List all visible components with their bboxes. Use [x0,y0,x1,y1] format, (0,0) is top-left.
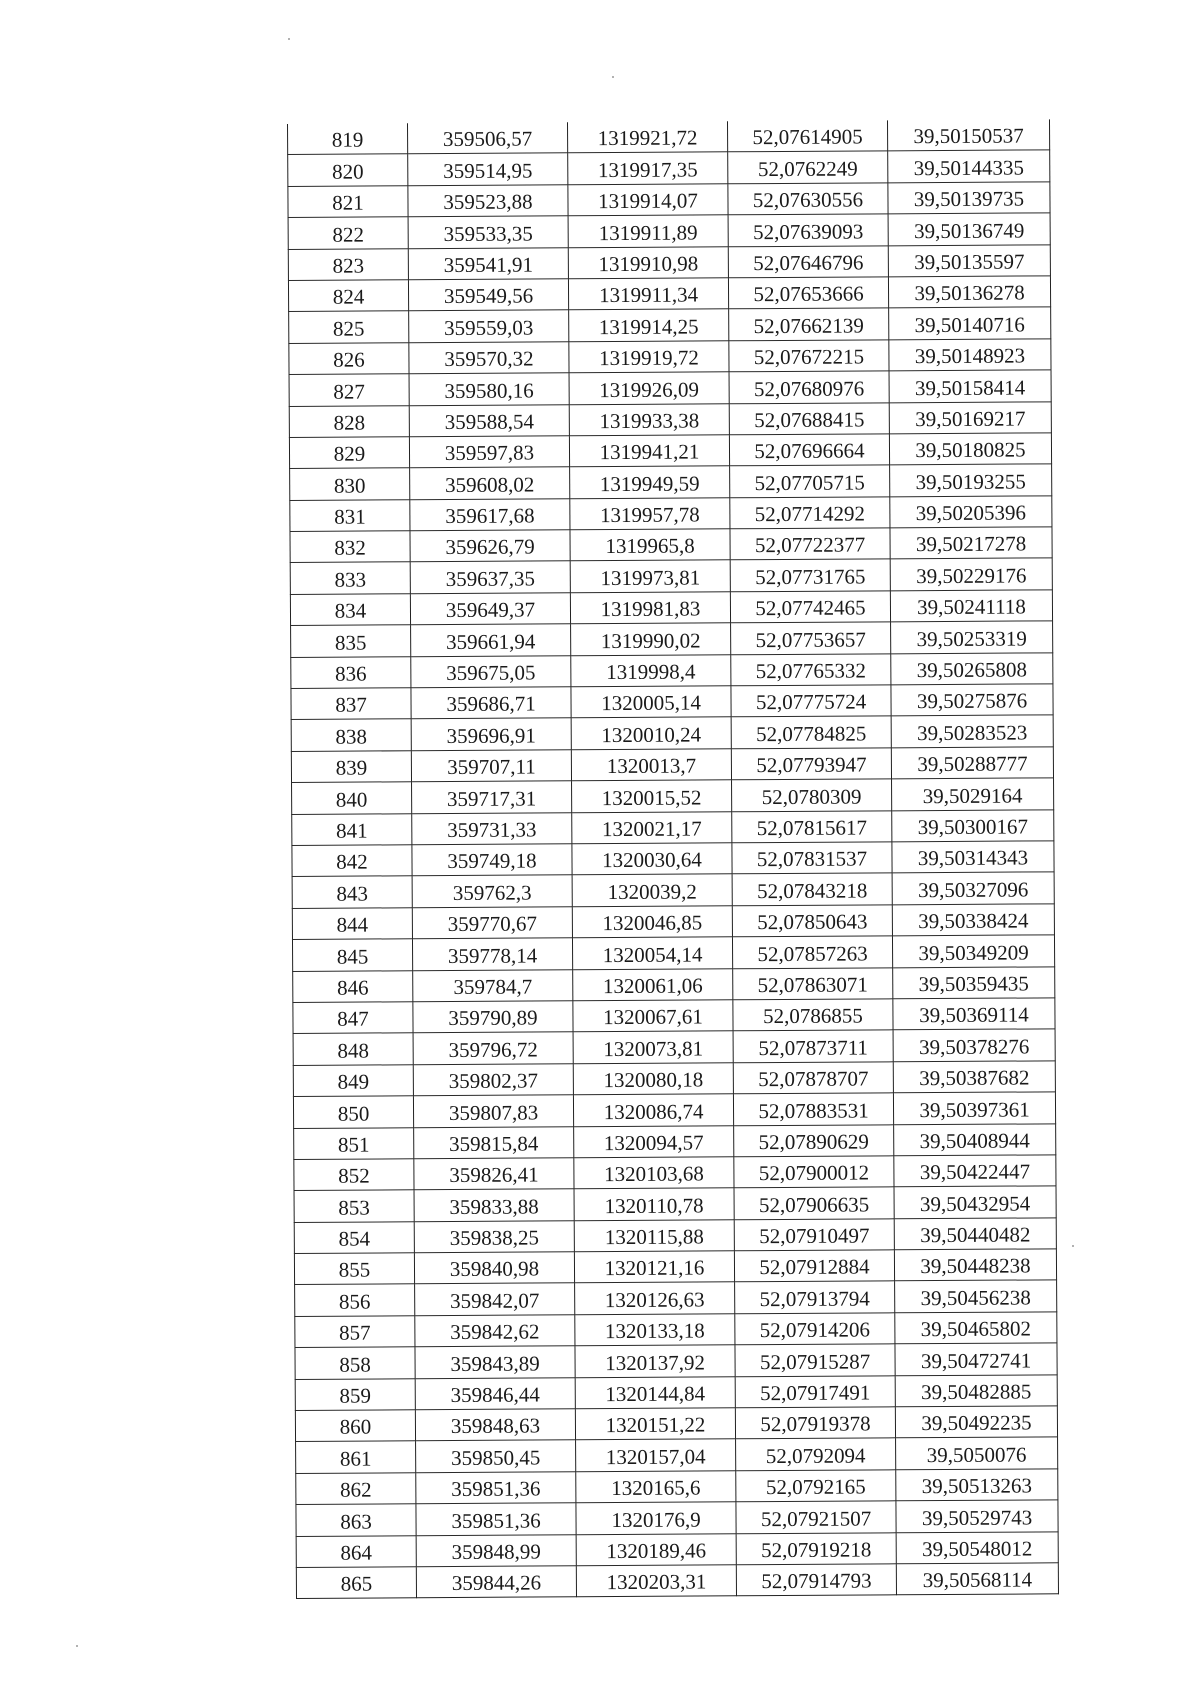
latitude-cell: 52,07831537 [732,842,892,874]
y-coordinate-cell: 1319911,34 [568,278,728,310]
x-coordinate-cell: 359523,88 [408,185,568,217]
latitude-cell: 52,07906635 [734,1187,894,1219]
x-coordinate-cell: 359843,89 [415,1346,575,1378]
point-number-cell: 848 [293,1033,413,1065]
latitude-cell: 52,07912884 [734,1250,894,1282]
table-row [289,307,1051,343]
y-coordinate-cell: 1320165,6 [576,1471,736,1503]
x-coordinate-cell: 359626,79 [410,530,570,562]
table-row [288,119,1050,155]
longitude-cell: 39,50338424 [892,904,1054,936]
longitude-cell: 39,50288777 [891,747,1053,779]
x-coordinate-cell: 359851,36 [416,1503,576,1535]
point-number-cell: 841 [292,813,412,845]
longitude-cell: 39,50422447 [894,1155,1056,1187]
x-coordinate-cell: 359770,67 [412,907,572,939]
point-number-cell: 846 [293,970,413,1002]
point-number-cell: 863 [296,1504,416,1536]
latitude-cell: 52,07921507 [736,1501,896,1533]
longitude-cell: 39,50241118 [890,590,1052,622]
latitude-cell: 52,07662139 [729,308,889,340]
longitude-cell: 39,50568114 [896,1563,1058,1595]
longitude-cell: 39,50265808 [891,652,1053,684]
y-coordinate-cell: 1319973,81 [570,560,730,592]
point-number-cell: 858 [295,1347,415,1379]
latitude-cell: 52,07850643 [732,905,892,937]
longitude-cell: 39,50448238 [894,1249,1056,1281]
longitude-cell: 39,50253319 [891,621,1053,653]
point-number-cell: 845 [292,939,412,971]
scan-speck [612,76,614,78]
point-number-cell: 830 [290,468,410,500]
latitude-cell: 52,0786855 [733,999,893,1031]
latitude-cell: 52,0792094 [736,1438,896,1470]
table-row [292,841,1054,877]
point-number-cell: 832 [290,531,410,563]
point-number-cell: 822 [288,217,408,249]
point-number-cell: 862 [296,1473,416,1505]
longitude-cell: 39,50205396 [890,496,1052,528]
y-coordinate-cell: 1319921,72 [567,121,727,153]
x-coordinate-cell: 359844,26 [416,1566,576,1598]
longitude-cell: 39,50548012 [896,1531,1058,1563]
table-row [292,904,1054,940]
point-number-cell: 836 [291,656,411,688]
y-coordinate-cell: 1320015,52 [572,780,732,812]
y-coordinate-cell: 1319949,59 [570,466,730,498]
table-row [296,1531,1058,1567]
table-row [288,213,1050,249]
table-row [292,935,1054,971]
latitude-cell: 52,07742465 [730,591,890,623]
x-coordinate-cell: 359707,11 [411,750,571,782]
x-coordinate-cell: 359597,83 [409,436,569,468]
longitude-cell: 39,50140716 [889,307,1051,339]
latitude-cell: 52,07765332 [731,653,891,685]
table-row [293,1061,1055,1097]
latitude-cell: 52,07653666 [728,277,888,309]
longitude-cell: 39,50432954 [894,1186,1056,1218]
scan-speck [76,1645,78,1647]
latitude-cell: 52,07705715 [730,465,890,497]
x-coordinate-cell: 359541,91 [408,247,568,279]
table-row [293,1092,1055,1128]
y-coordinate-cell: 1320189,46 [576,1533,736,1565]
x-coordinate-cell: 359833,88 [414,1189,574,1221]
x-coordinate-cell: 359617,68 [410,498,570,530]
y-coordinate-cell: 1320094,57 [574,1125,734,1157]
point-number-cell: 852 [294,1159,414,1191]
table-row [294,1186,1056,1222]
longitude-cell: 39,50349209 [892,935,1054,967]
point-number-cell: 838 [291,719,411,751]
longitude-cell: 39,50369114 [893,998,1055,1030]
longitude-cell: 39,50397361 [893,1092,1055,1124]
table-row [290,558,1052,594]
latitude-cell: 52,07913794 [735,1281,895,1313]
x-coordinate-cell: 359784,7 [413,969,573,1001]
longitude-cell: 39,50275876 [891,684,1053,716]
x-coordinate-cell: 359533,35 [408,216,568,248]
scan-speck [288,38,290,40]
y-coordinate-cell: 1320110,78 [574,1188,734,1220]
table-row [291,747,1053,783]
y-coordinate-cell: 1319941,21 [569,435,729,467]
point-number-cell: 825 [289,311,409,343]
x-coordinate-cell: 359675,05 [411,655,571,687]
point-number-cell: 849 [293,1064,413,1096]
y-coordinate-cell: 1319933,38 [569,403,729,435]
latitude-cell: 52,07857263 [732,936,892,968]
table-row [290,527,1052,563]
latitude-cell: 52,07784825 [731,716,891,748]
point-number-cell: 835 [291,625,411,657]
table-row [296,1437,1058,1473]
point-number-cell: 859 [295,1378,415,1410]
table-row [293,966,1055,1002]
latitude-cell: 52,07873711 [733,1030,893,1062]
point-number-cell: 861 [296,1441,416,1473]
x-coordinate-cell: 359846,44 [415,1377,575,1409]
y-coordinate-cell: 1320061,06 [573,968,733,1000]
latitude-cell: 52,07714292 [730,497,890,529]
y-coordinate-cell: 1319914,25 [569,309,729,341]
latitude-cell: 52,07646796 [728,245,888,277]
point-number-cell: 860 [295,1410,415,1442]
latitude-cell: 52,07883531 [733,1093,893,1125]
longitude-cell: 39,50300167 [892,809,1054,841]
x-coordinate-cell: 359588,54 [409,404,569,436]
x-coordinate-cell: 359802,37 [413,1063,573,1095]
longitude-cell: 39,50144335 [888,150,1050,182]
table-row [295,1280,1057,1316]
longitude-cell: 39,50180825 [889,433,1051,465]
table-row [292,809,1054,845]
point-number-cell: 837 [291,688,411,720]
y-coordinate-cell: 1320013,7 [571,749,731,781]
x-coordinate-cell: 359514,95 [408,153,568,185]
latitude-cell: 52,07843218 [732,873,892,905]
longitude-cell: 39,50456238 [895,1280,1057,1312]
latitude-cell: 52,07775724 [731,685,891,717]
x-coordinate-cell: 359549,56 [408,279,568,311]
table-row [294,1155,1056,1191]
y-coordinate-cell: 1320005,14 [571,686,731,718]
point-number-cell: 827 [289,374,409,406]
longitude-cell: 39,50513263 [896,1469,1058,1501]
longitude-cell: 39,50283523 [891,715,1053,747]
longitude-cell: 39,50193255 [890,464,1052,496]
y-coordinate-cell: 1319910,98 [568,246,728,278]
point-number-cell: 857 [295,1316,415,1348]
point-number-cell: 824 [288,280,408,312]
table-row [296,1500,1058,1536]
x-coordinate-cell: 359790,89 [413,1001,573,1033]
y-coordinate-cell: 1320080,18 [573,1063,733,1095]
x-coordinate-cell: 359807,83 [413,1095,573,1127]
y-coordinate-cell: 1319917,35 [568,152,728,184]
y-coordinate-cell: 1319911,89 [568,215,728,247]
table-row [288,182,1050,218]
y-coordinate-cell: 1319990,02 [571,623,731,655]
x-coordinate-cell: 359731,33 [412,812,572,844]
longitude-cell: 39,50387682 [893,1061,1055,1093]
y-coordinate-cell: 1320203,31 [576,1565,736,1597]
latitude-cell: 52,07890629 [734,1124,894,1156]
y-coordinate-cell: 1319981,83 [570,592,730,624]
y-coordinate-cell: 1320121,16 [574,1251,734,1283]
table-row [292,778,1054,814]
point-number-cell: 844 [292,908,412,940]
point-number-cell: 829 [289,437,409,469]
latitude-cell: 52,07793947 [731,748,891,780]
longitude-cell: 39,50492235 [895,1406,1057,1438]
point-number-cell: 853 [294,1190,414,1222]
latitude-cell: 52,07731765 [730,559,890,591]
y-coordinate-cell: 1319998,4 [571,654,731,686]
x-coordinate-cell: 359506,57 [407,122,567,154]
longitude-cell: 39,50148923 [889,339,1051,371]
latitude-cell: 52,07919218 [736,1532,896,1564]
latitude-cell: 52,07672215 [729,340,889,372]
y-coordinate-cell: 1320046,85 [572,906,732,938]
point-number-cell: 834 [290,594,410,626]
table-row [294,1249,1056,1285]
longitude-cell: 39,5050076 [896,1437,1058,1469]
y-coordinate-cell: 1320151,22 [575,1408,735,1440]
table-row [293,998,1055,1034]
x-coordinate-cell: 359570,32 [409,342,569,374]
x-coordinate-cell: 359842,62 [415,1315,575,1347]
latitude-cell: 52,07815617 [732,810,892,842]
table-row [289,401,1051,437]
point-number-cell: 833 [290,562,410,594]
x-coordinate-cell: 359815,84 [414,1126,574,1158]
latitude-cell: 52,07680976 [729,371,889,403]
x-coordinate-cell: 359842,07 [415,1283,575,1315]
longitude-cell: 39,50359435 [893,966,1055,998]
table-row [293,1029,1055,1065]
latitude-cell: 52,07917491 [735,1375,895,1407]
x-coordinate-cell: 359686,71 [411,687,571,719]
y-coordinate-cell: 1320086,74 [573,1094,733,1126]
y-coordinate-cell: 1320010,24 [571,717,731,749]
x-coordinate-cell: 359850,45 [416,1440,576,1472]
y-coordinate-cell: 1320073,81 [573,1031,733,1063]
point-number-cell: 839 [291,751,411,783]
table-row [291,652,1053,688]
latitude-cell: 52,07900012 [734,1156,894,1188]
longitude-cell: 39,50136749 [888,213,1050,245]
table-row [289,370,1051,406]
latitude-cell: 52,07914206 [735,1313,895,1345]
longitude-cell: 39,50136278 [888,276,1050,308]
x-coordinate-cell: 359826,41 [414,1158,574,1190]
longitude-cell: 39,50229176 [890,558,1052,590]
latitude-cell: 52,07914793 [736,1564,896,1596]
table-row [292,872,1054,908]
longitude-cell: 39,50135597 [888,244,1050,276]
longitude-cell: 39,50529743 [896,1500,1058,1532]
x-coordinate-cell: 359778,14 [412,938,572,970]
x-coordinate-cell: 359851,36 [416,1472,576,1504]
table-row [291,621,1053,657]
x-coordinate-cell: 359580,16 [409,373,569,405]
table-row [288,150,1050,186]
x-coordinate-cell: 359848,63 [415,1409,575,1441]
latitude-cell: 52,07688415 [729,402,889,434]
y-coordinate-cell: 1319957,78 [570,497,730,529]
longitude-cell: 39,50139735 [888,182,1050,214]
longitude-cell: 39,50465802 [895,1312,1057,1344]
x-coordinate-cell: 359559,03 [409,310,569,342]
table-row [290,496,1052,532]
y-coordinate-cell: 1319914,07 [568,184,728,216]
y-coordinate-cell: 1320039,2 [572,874,732,906]
longitude-cell: 39,50378276 [893,1029,1055,1061]
x-coordinate-cell: 359608,02 [410,467,570,499]
point-number-cell: 856 [295,1284,415,1316]
latitude-cell: 52,07753657 [731,622,891,654]
point-number-cell: 826 [289,342,409,374]
point-number-cell: 821 [288,186,408,218]
longitude-cell: 39,50169217 [889,401,1051,433]
latitude-cell: 52,07696664 [729,434,889,466]
y-coordinate-cell: 1320137,92 [575,1345,735,1377]
point-number-cell: 847 [293,1002,413,1034]
table-row [288,276,1050,312]
x-coordinate-cell: 359848,99 [416,1534,576,1566]
y-coordinate-cell: 1320126,63 [575,1282,735,1314]
table-row [289,339,1051,375]
table-row [290,590,1052,626]
x-coordinate-cell: 359637,35 [410,561,570,593]
point-number-cell: 855 [294,1253,414,1285]
coordinates-table [287,119,1059,1599]
longitude-cell: 39,50408944 [894,1123,1056,1155]
table-row [296,1469,1058,1505]
table-body [288,119,1059,1598]
table-row [288,244,1050,280]
longitude-cell: 39,50482885 [895,1374,1057,1406]
latitude-cell: 52,07614905 [727,120,887,152]
table-row [289,433,1051,469]
table-row [295,1312,1057,1348]
point-number-cell: 843 [292,876,412,908]
table-row [294,1123,1056,1159]
latitude-cell: 52,07630556 [728,183,888,215]
y-coordinate-cell: 1320133,18 [575,1314,735,1346]
y-coordinate-cell: 1320144,84 [575,1376,735,1408]
point-number-cell: 823 [288,248,408,280]
longitude-cell: 39,50150537 [887,119,1049,151]
latitude-cell: 52,07722377 [730,528,890,560]
point-number-cell: 850 [293,1096,413,1128]
table-row [291,715,1053,751]
table-row [294,1217,1056,1253]
longitude-cell: 39,5029164 [892,778,1054,810]
table-row [291,684,1053,720]
y-coordinate-cell: 1320157,04 [576,1439,736,1471]
table-row [295,1406,1057,1442]
point-number-cell: 828 [289,405,409,437]
point-number-cell: 864 [296,1535,416,1567]
longitude-cell: 39,50314343 [892,841,1054,873]
table-row [295,1343,1057,1379]
latitude-cell: 52,0762249 [728,151,888,183]
scan-speck [1072,1245,1074,1247]
latitude-cell: 52,07878707 [733,1062,893,1094]
x-coordinate-cell: 359717,31 [412,781,572,813]
latitude-cell: 52,07919378 [735,1407,895,1439]
point-number-cell: 820 [288,154,408,186]
y-coordinate-cell: 1320176,9 [576,1502,736,1534]
x-coordinate-cell: 359840,98 [414,1252,574,1284]
y-coordinate-cell: 1320054,14 [572,937,732,969]
latitude-cell: 52,07639093 [728,214,888,246]
y-coordinate-cell: 1319926,09 [569,372,729,404]
y-coordinate-cell: 1320067,61 [573,1000,733,1032]
point-number-cell: 831 [290,499,410,531]
y-coordinate-cell: 1320030,64 [572,843,732,875]
latitude-cell: 52,07915287 [735,1344,895,1376]
longitude-cell: 39,50440482 [894,1217,1056,1249]
x-coordinate-cell: 359749,18 [412,844,572,876]
longitude-cell: 39,50327096 [892,872,1054,904]
point-number-cell: 854 [294,1221,414,1253]
x-coordinate-cell: 359649,37 [410,593,570,625]
latitude-cell: 52,0780309 [732,779,892,811]
x-coordinate-cell: 359838,25 [414,1220,574,1252]
longitude-cell: 39,50158414 [889,370,1051,402]
point-number-cell: 851 [294,1127,414,1159]
point-number-cell: 819 [288,123,408,155]
y-coordinate-cell: 1319919,72 [569,341,729,373]
table-row [296,1563,1058,1599]
x-coordinate-cell: 359762,3 [412,875,572,907]
y-coordinate-cell: 1320021,17 [572,811,732,843]
longitude-cell: 39,50217278 [890,527,1052,559]
table-row [295,1374,1057,1410]
x-coordinate-cell: 359661,94 [411,624,571,656]
x-coordinate-cell: 359696,91 [411,718,571,750]
latitude-cell: 52,07863071 [733,967,893,999]
point-number-cell: 842 [292,845,412,877]
y-coordinate-cell: 1320103,68 [574,1157,734,1189]
y-coordinate-cell: 1319965,8 [570,529,730,561]
point-number-cell: 840 [292,782,412,814]
table-row [290,464,1052,500]
latitude-cell: 52,07910497 [734,1218,894,1250]
longitude-cell: 39,50472741 [895,1343,1057,1375]
latitude-cell: 52,0792165 [736,1470,896,1502]
x-coordinate-cell: 359796,72 [413,1032,573,1064]
point-number-cell: 865 [296,1567,416,1599]
y-coordinate-cell: 1320115,88 [574,1219,734,1251]
